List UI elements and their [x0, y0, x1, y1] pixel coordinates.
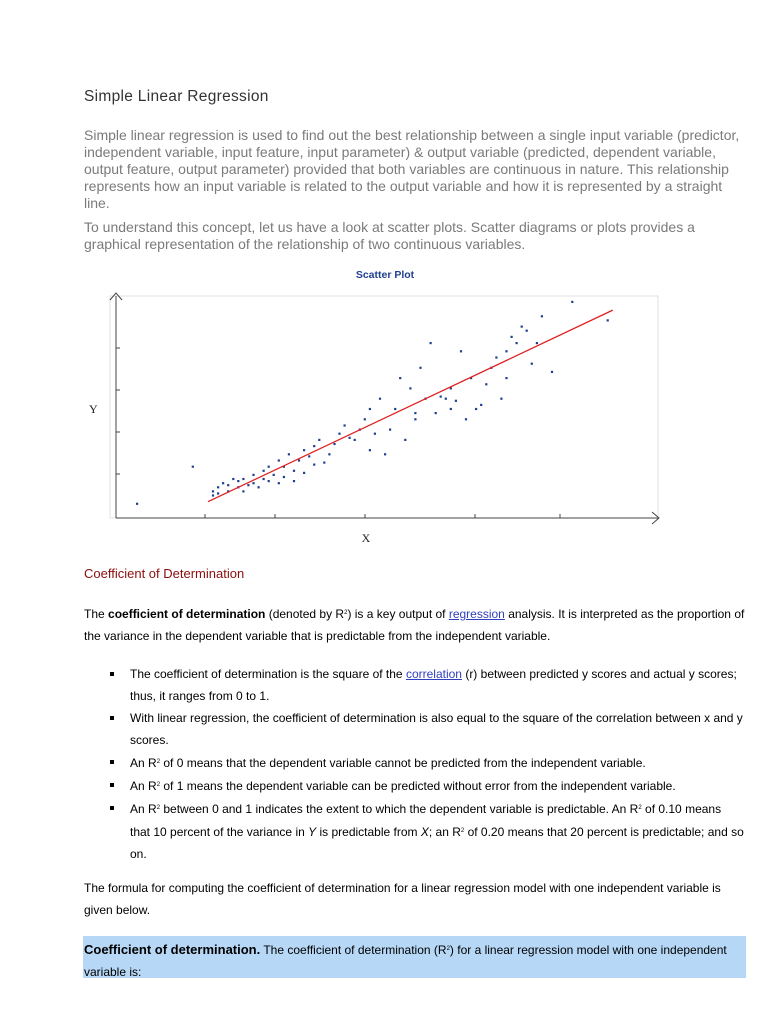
scatter-point	[384, 453, 386, 455]
bullet-square-icon	[110, 716, 114, 720]
scatter-point	[293, 470, 295, 472]
regression-link[interactable]: regression	[448, 607, 505, 621]
scatter-point	[455, 400, 457, 402]
scatter-point	[435, 412, 437, 414]
intro-paragraph-scatter: To understand this concept, let us have a look at scatter plots. Scatter diagrams or plots provides a graphical representation of the relationship of two continuous variables.	[84, 219, 695, 252]
scatter-point	[288, 453, 290, 455]
intro-paragraph: Simple linear regression is used to find out the best relationship between a single input variable (predictor, independent variable, input feature, input parameter) & output variable (predicted, dependent variable, output feature, output parameter) provided that both variables are continuous in nature. This relationship represents how an input variable is related to the output variable and how it is represented by a straight line.	[84, 127, 740, 211]
highlight-text	[84, 938, 734, 983]
scatter-point	[242, 478, 244, 480]
scatter-point	[414, 412, 416, 414]
y-axis-label: Y	[89, 402, 98, 416]
scatter-point	[541, 315, 543, 317]
formula-intro-paragraph: The formula for computing the coefficient of determination for a linear regression model with one independent variable is given below.	[84, 881, 721, 917]
section-heading: Coefficient of Determination	[84, 566, 245, 581]
scatter-point	[445, 398, 447, 400]
scatter-point	[414, 418, 416, 420]
scatter-point	[344, 424, 346, 426]
scatter-point	[480, 404, 482, 406]
scatter-point	[252, 474, 254, 476]
scatter-point	[333, 443, 335, 445]
scatter-point	[247, 484, 249, 486]
scatter-point	[323, 462, 325, 464]
scatter-point	[293, 480, 295, 482]
scatter-point	[303, 472, 305, 474]
scatter-point	[192, 466, 194, 468]
scatter-point	[212, 494, 214, 496]
definition-after-sup: ) is a key output of	[347, 607, 449, 621]
scatter-point	[369, 408, 371, 410]
scatter-point	[237, 480, 239, 482]
list-text: ; an R	[428, 825, 461, 839]
list-item	[84, 774, 744, 797]
scatter-point	[505, 350, 507, 352]
scatter-point	[278, 459, 280, 461]
scatter-point	[399, 377, 401, 379]
scatter-point	[531, 363, 533, 365]
scatter-point	[268, 466, 270, 468]
variable-y: Y	[308, 825, 317, 839]
scatter-point	[258, 486, 260, 488]
scatter-point	[217, 486, 219, 488]
scatter-point	[485, 383, 487, 385]
scatter-point	[511, 336, 513, 338]
scatter-point	[369, 449, 371, 451]
superscript: 2	[344, 610, 348, 616]
definition-middle: (denoted by R	[265, 607, 345, 621]
scatter-point	[379, 398, 381, 400]
bullet-square-icon	[110, 783, 114, 787]
x-axis-label: X	[361, 531, 371, 545]
list-text: of 0 means that the dependent variable cannot be predicted from the independent variable.	[160, 756, 646, 770]
scatter-point	[278, 482, 280, 484]
scatter-point	[460, 350, 462, 352]
variable-x: X	[420, 825, 429, 839]
scatter-point	[313, 464, 315, 466]
scatter-point	[283, 476, 285, 478]
scatter-point	[273, 474, 275, 476]
scatter-point	[303, 449, 305, 451]
scatter-point	[465, 418, 467, 420]
list-text: (r) between predicted y scores and actual y scores; thus, it ranges from 0 to 1.	[130, 667, 737, 703]
superscript: 2	[460, 828, 465, 834]
scatter-point	[263, 470, 265, 472]
scatter-point	[252, 482, 254, 484]
scatter-point	[136, 503, 138, 505]
scatter-point	[419, 367, 421, 369]
definition-term: coefficient of determination	[108, 607, 266, 621]
scatter-point	[374, 433, 376, 435]
scatter-point	[242, 490, 244, 492]
definition-paragraph	[84, 602, 749, 647]
scatter-point	[430, 342, 432, 344]
list-item	[84, 751, 744, 774]
definition-suffix: analysis. It is interpreted as the proportion of the variance in the dependent variable that is predictable from the independent variable.	[84, 607, 745, 643]
scatter-point	[217, 492, 219, 494]
list-text: An R	[130, 756, 157, 770]
scatter-point	[526, 330, 528, 332]
list-text: An R	[130, 779, 157, 793]
superscript: 2	[156, 782, 161, 788]
scatter-point	[394, 408, 396, 410]
scatter-point	[313, 445, 315, 447]
highlight-body-end: ) for a linear regression model with one independent variable is:	[84, 943, 727, 979]
scatter-point	[571, 301, 573, 303]
list-text: of 1 means the dependent variable can be predicted without error from the independent variable.	[160, 779, 676, 793]
list-item	[84, 663, 744, 707]
scatter-point	[318, 439, 320, 441]
superscript: 2	[156, 805, 161, 811]
list-text: The coefficient of determination is the square of the	[130, 667, 406, 681]
scatter-point	[607, 319, 609, 321]
bullet-list	[84, 663, 744, 865]
bullet-square-icon	[110, 806, 114, 810]
scatter-point	[475, 408, 477, 410]
scatter-point	[536, 342, 538, 344]
scatter-point	[450, 408, 452, 410]
correlation-link[interactable]: correlation	[405, 667, 462, 681]
superscript: 2	[638, 805, 642, 811]
superscript: 2	[446, 946, 450, 952]
data-points	[136, 301, 609, 505]
scatter-point	[232, 478, 234, 480]
scatter-point	[389, 429, 391, 431]
list-text: is predictable from	[316, 825, 421, 839]
list-text: With linear regression, the coefficient of determination is also equal to the square of the correlation between x and y scores.	[130, 711, 743, 747]
scatter-point	[268, 480, 270, 482]
plot-frame	[110, 296, 658, 518]
regression-line	[208, 310, 613, 502]
scatter-point	[349, 437, 351, 439]
scatter-point	[551, 371, 553, 373]
page-title: Simple Linear Regression	[84, 88, 269, 105]
scatter-point	[521, 326, 523, 328]
scatter-point	[298, 459, 300, 461]
scatter-chart	[80, 262, 680, 552]
list-text: An R	[130, 802, 157, 816]
scatter-point	[328, 453, 330, 455]
scatter-point	[495, 356, 497, 358]
scatter-point	[227, 484, 229, 486]
bullet-square-icon	[110, 760, 114, 764]
scatter-point	[212, 490, 214, 492]
scatter-point	[505, 377, 507, 379]
list-item	[84, 797, 744, 865]
highlight-body: The coefficient of determination (R	[260, 943, 447, 957]
scatter-point	[338, 433, 340, 435]
scatter-point	[440, 396, 442, 398]
list-item	[84, 707, 744, 751]
list-text: between 0 and 1 indicates the extent to which the dependent variable is predictable. An R	[160, 802, 639, 816]
chart-title: Scatter Plot	[355, 269, 415, 281]
scatter-point	[500, 398, 502, 400]
bullet-square-icon	[110, 672, 114, 676]
highlight-lead: Coefficient of determination.	[84, 942, 261, 957]
scatter-point	[308, 455, 310, 457]
scatter-point	[263, 478, 265, 480]
list-text: of 0.10 means that 10 percent of the variance in	[130, 802, 722, 839]
scatter-point	[516, 342, 518, 344]
scatter-point	[222, 482, 224, 484]
scatter-point	[404, 439, 406, 441]
scatter-point	[364, 418, 366, 420]
scatter-point	[354, 439, 356, 441]
list-text: of 0.20 means that 20 percent is predictable; and so on.	[130, 825, 744, 861]
superscript: 2	[156, 759, 161, 765]
scatter-point	[409, 387, 411, 389]
definition-prefix: The	[84, 607, 109, 621]
